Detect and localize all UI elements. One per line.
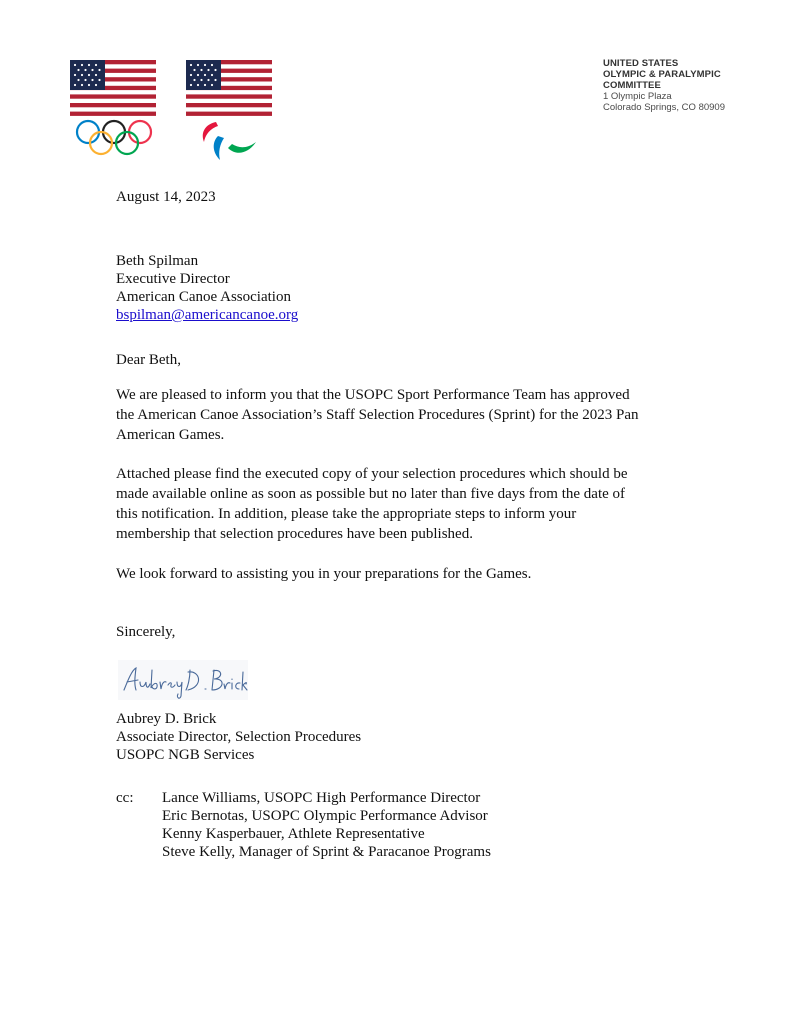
body-line: Attached please find the executed copy of your selection procedures which should be [116,466,628,482]
sender-title: Associate Director, Selection Procedures [116,729,362,745]
olympic-rings-icon [74,118,154,158]
body-line: this notification. In addition, please take the appropriate steps to inform your [116,506,577,522]
cc-recipient: Lance Williams, USOPC High Performance Director [162,790,481,806]
sender-name: Aubrey D. Brick [116,711,217,727]
letter-date: August 14, 2023 [116,189,216,205]
recipient-organization: American Canoe Association [116,289,291,305]
cc-recipient: Eric Bernotas, USOPC Olympic Performance Advisor [162,808,488,824]
salutation: Dear Beth, [116,352,181,368]
body-line: membership that selection procedures have been published. [116,526,473,542]
signature-icon [118,660,248,700]
cc-label: cc: [116,790,134,806]
body-line: the American Canoe Association’s Staff Selection Procedures (Sprint) for the 2023 Pan [116,407,639,423]
closing: Sincerely, [116,624,176,640]
body-line: We are pleased to inform you that the USOPC Sport Performance Team has approved [116,387,630,403]
cc-recipient: Kenny Kasperbauer, Athlete Representative [162,826,425,842]
body-line: made available online as soon as possible but no later than five days from the date of [116,486,626,502]
address-line: Colorado Springs, CO 80909 [603,102,725,113]
us-flag-icon [70,60,156,116]
organization-address [603,58,725,113]
cc-recipient: Steve Kelly, Manager of Sprint & Paracanoe Programs [162,844,491,860]
recipient-email-link[interactable]: bspilman@americancanoe.org [116,307,299,323]
us-flag-icon [186,60,272,116]
recipient-name: Beth Spilman [116,253,199,269]
org-name-line: OLYMPIC & PARALYMPIC [603,69,721,80]
body-line: American Games. [116,427,225,443]
org-name-line: UNITED STATES [603,58,679,69]
recipient-title: Executive Director [116,271,230,287]
sender-department: USOPC NGB Services [116,747,255,763]
address-line: 1 Olympic Plaza [603,91,672,102]
paralympic-agitos-icon [198,118,260,162]
body-line: We look forward to assisting you in your preparations for the Games. [116,566,532,582]
org-name-line: COMMITTEE [603,80,661,91]
handwritten-signature [118,660,248,700]
